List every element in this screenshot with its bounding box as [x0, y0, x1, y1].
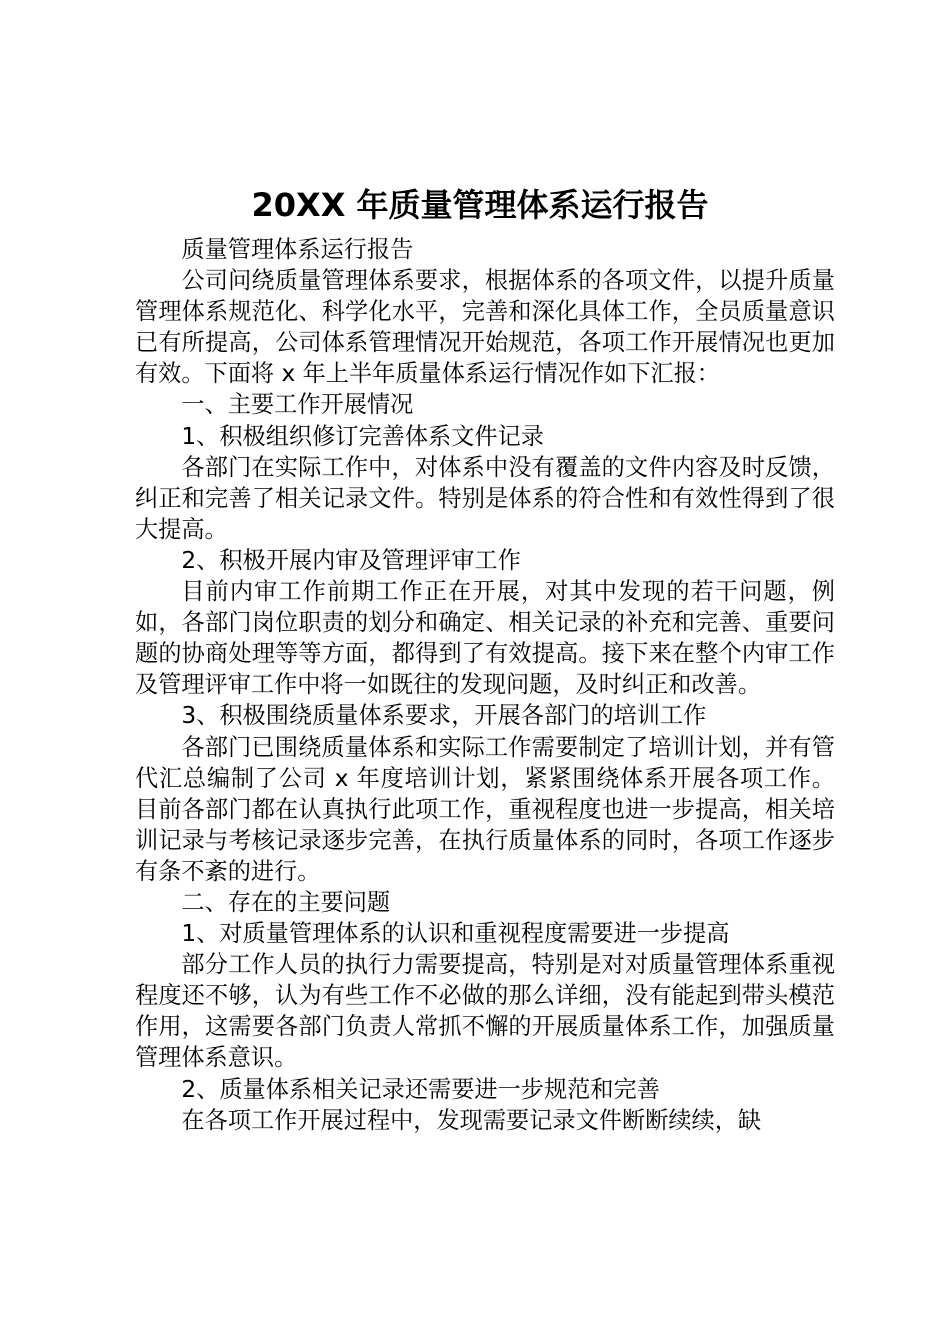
section-heading: 一、主要工作开展情况 [181, 391, 414, 419]
section-heading: 二、存在的主要问题 [181, 888, 391, 916]
paragraph: 各部门在实际工作中，对体系中没有覆盖的文件内容及时反馈，纠正和完善了相关记录文件。特别是体系的符合性和有效性得到了很大提高。 [135, 453, 835, 543]
document-body [135, 234, 835, 1136]
subsection-heading: 3、积极围绕质量体系要求，开展各部门的培训工作 [181, 702, 707, 730]
paragraph: 各部门已围绕质量体系和实际工作需要制定了培训计划，并有管代汇总编制了公司 x 年度培训计划，紧紧围绕体系开展各项工作。目前各部门都在认真执行此项工作，重视程度也进一步提高，相关培训记录与考核记录逐步完善，在执行质量体系的同时，各项工作逐步有条不紊的进行。 [135, 733, 835, 885]
paragraph: 公司问绕质量管理体系要求，根据体系的各项文件，以提升质量管理体系规范化、科学化水平，完善和深化具体工作，全员质量意识已有所提高，公司体系管理情况开始规范，各项工作开展情况也更加有效。下面将 x 年上半年质量体系运行情况作如下汇报： [135, 267, 835, 388]
paragraph: 目前内审工作前期工作正在开展，对其中发现的若干问题，例如，各部门岗位职责的划分和确定、相关记录的补充和完善、重要问题的协商处理等等方面，都得到了有效提高。接下来在整个内审工作及管理评审工作中将一如既往的发现问题，及时纠正和改善。 [135, 578, 835, 699]
subsection-heading: 1、积极组织修订完善体系文件记录 [181, 422, 544, 450]
subsection-heading: 1、对质量管理体系的认识和重视程度需要进一步提高 [181, 920, 730, 948]
paragraph: 部分工作人员的执行力需要提高，特别是对对质量管理体系重视程度还不够，认为有些工作不必做的那么详细，没有能起到带头模范作用，这需要各部门负责人常抓不懈的开展质量体系工作，加强质量管理体系意识。 [135, 951, 835, 1072]
subsection-heading: 2、质量体系相关记录还需要进一步规范和完善 [181, 1075, 660, 1103]
document-title: 20XX 年质量管理体系运行报告 [251, 186, 709, 224]
subsection-heading: 2、积极开展内审及管理评审工作 [181, 546, 521, 574]
paragraph: 质量管理体系运行报告 [181, 236, 414, 263]
paragraph: 在各项工作开展过程中，发现需要记录文件断断续续，缺 [181, 1106, 762, 1134]
